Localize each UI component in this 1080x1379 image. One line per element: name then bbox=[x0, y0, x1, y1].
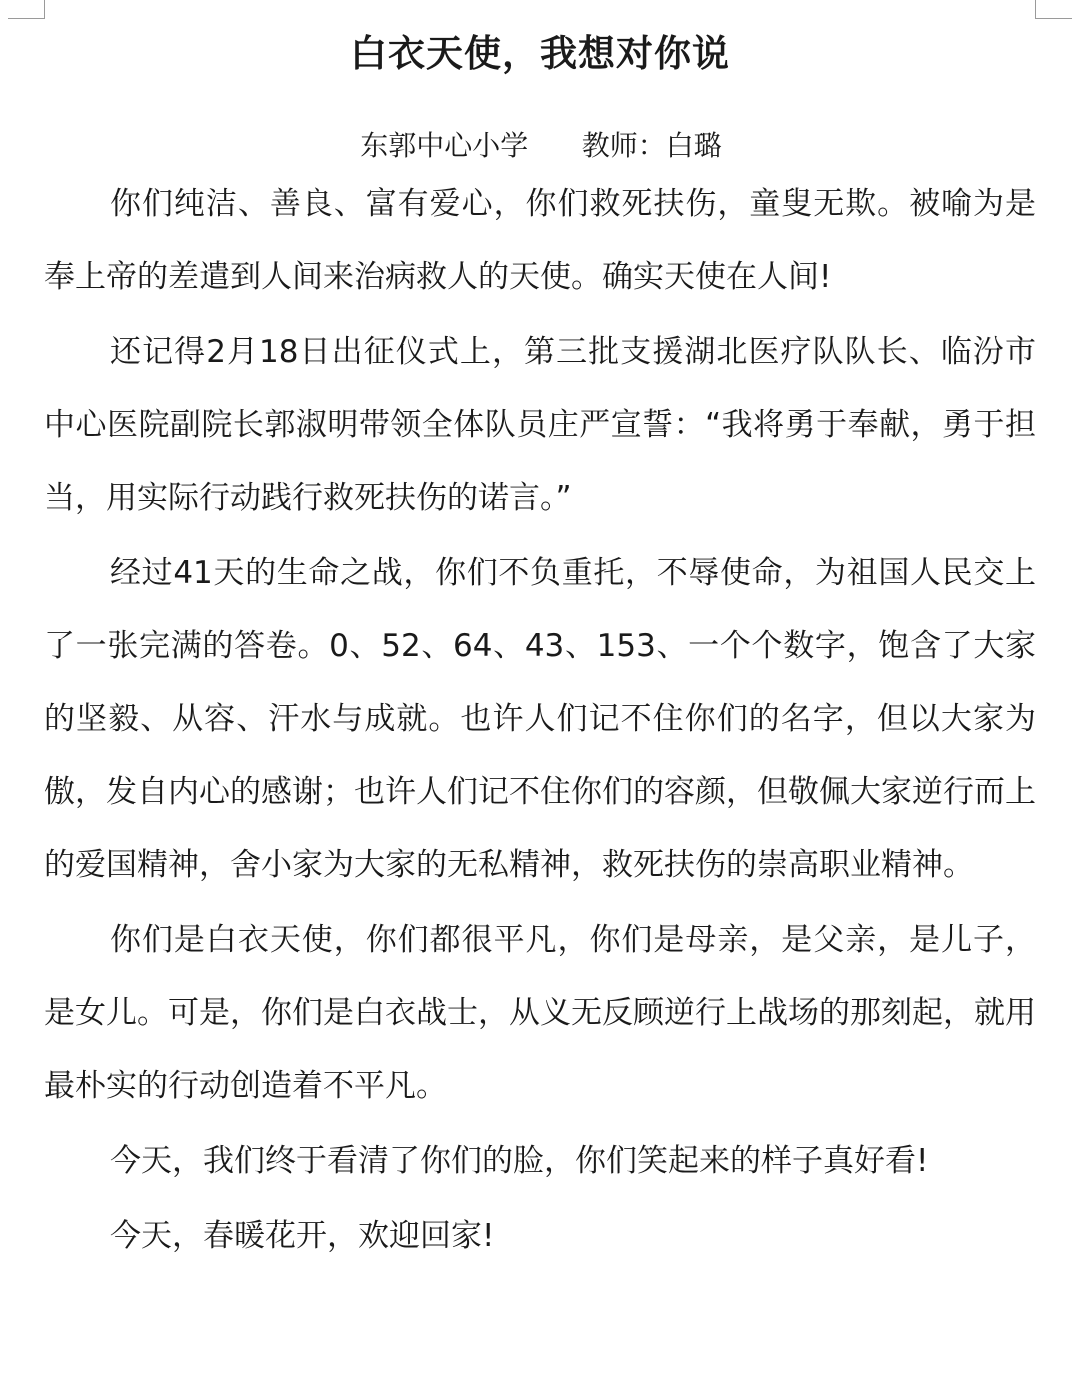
paragraph-1: 你们纯洁、善良、富有爱心，你们救死扶伤，童叟无欺。被喻为是奉上帝的差遣到人间来治病救人的天使。确实天使在人间! bbox=[44, 186, 1036, 295]
paragraph-5: 今天，我们终于看清了你们的脸，你们笑起来的样子真好看! bbox=[110, 1143, 929, 1179]
document-title: 白衣天使，我想对你说 bbox=[350, 32, 730, 75]
document-byline: 东郭中心小学 教师：白璐 bbox=[360, 129, 722, 162]
document-body bbox=[44, 168, 1036, 1273]
paragraph-4: 你们是白衣天使，你们都很平凡，你们是母亲，是父亲，是儿子，是女儿。可是，你们是白衣战士，从义无反顾逆行上战场的那刻起，就用最朴实的行动创造着不平凡。 bbox=[44, 922, 1036, 1104]
paragraph-6: 今天，春暖花开，欢迎回家! bbox=[110, 1218, 495, 1254]
document-page bbox=[44, 0, 1036, 1273]
paragraph-2: 还记得2月18日出征仪式上，第三批支援湖北医疗队队长、临汾市中心医院副院长郭淑明带领全体队员庄严宣誓：“我将勇于奉献，勇于担当，用实际行动践行救死扶伤的诺言。” bbox=[44, 334, 1036, 516]
paragraph-3: 经过41天的生命之战，你们不负重托，不辱使命，为祖国人民交上了一张完满的答卷。0、52、64、43、153、一个个数字，饱含了大家的坚毅、从容、汗水与成就。也许人们记不住你们的名字，但以大家为傲，发自内心的感谢；也许人们记不住你们的容颜，但敬佩大家逆行而上的爱国精神，舍小家为大家的无私精神，救死扶伤的崇高职业精神。 bbox=[44, 555, 1036, 883]
page-corner-mark-right bbox=[1035, 0, 1072, 19]
page-corner-mark-left bbox=[8, 0, 45, 19]
